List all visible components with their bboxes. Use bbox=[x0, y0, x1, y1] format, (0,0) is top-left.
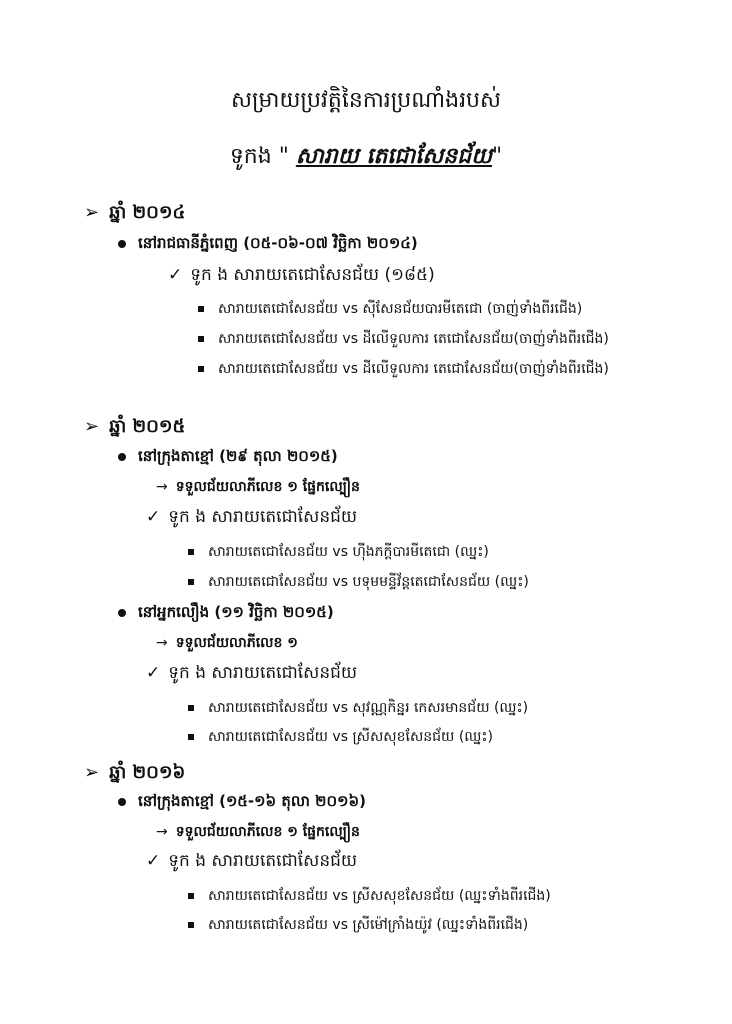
location-label: នៅអ្នកលឿង (១១ វិច្ឆិកា ២០១៥) bbox=[138, 603, 334, 621]
location-line bbox=[118, 603, 334, 625]
boat-name: សារាយ តេជោសែនជ័យ bbox=[295, 143, 493, 169]
team-line bbox=[146, 850, 357, 875]
match-label: សារាយតេជោសែនជ័យ vs ស្រីម៉ៅក្រាំងយ៉ូវ (ឈ្នះទាំងពីរជើង) bbox=[208, 917, 529, 933]
match-label: សារាយតេជោសែនជ័យ vs បទុមមន្ទីវ័ន្តតេជោសែនជ័យ (ឈ្នះ) bbox=[208, 574, 529, 590]
team-label: ទូក ង សារាយតេជោសែនជ័យ bbox=[168, 663, 358, 683]
match-label: សារាយតេជោសែនជ័យ vs ស៊ីសែនជ័យបារមីតេជោ (ចាញ់ទាំងពីរជើង) bbox=[218, 301, 583, 317]
right-arrow-icon: → bbox=[156, 824, 168, 840]
match-item bbox=[198, 329, 609, 350]
year-label: ឆ្នាំ ២០១៤ bbox=[109, 202, 186, 223]
award-label: ទទួលជ័យលាភីលេខ ១ bbox=[175, 635, 298, 651]
arrow-bullet-icon: ➢ bbox=[84, 762, 100, 783]
location-line bbox=[118, 447, 338, 469]
subtitle-suffix: " bbox=[492, 144, 503, 169]
team-label: ទូក ង សារាយតេជោសែនជ័យ bbox=[168, 507, 358, 527]
match-item bbox=[198, 359, 609, 380]
bullet-icon bbox=[118, 609, 126, 617]
award-line bbox=[156, 477, 360, 498]
document-title: សម្រាយប្រវត្តិនៃការប្រណាំងរបស់ bbox=[231, 88, 501, 113]
match-label: សារាយតេជោសែនជ័យ vs ដីលើទួលការ តេជោសែនជ័យ(ចាញ់ទាំងពីរជើង) bbox=[218, 361, 609, 377]
match-label: សារាយតេជោសែនជ័យ vs ស្រីសសុខសែនជ័យ (ឈ្នះទាំងពីរជើង) bbox=[208, 888, 551, 904]
bullet-icon bbox=[118, 453, 126, 461]
checkmark-icon: ✓ bbox=[146, 507, 161, 527]
arrow-bullet-icon: ➢ bbox=[84, 202, 100, 223]
bullet-icon bbox=[118, 798, 126, 806]
team-line bbox=[168, 264, 435, 289]
year-heading-2015 bbox=[84, 414, 185, 441]
right-arrow-icon: → bbox=[156, 479, 168, 495]
bullet-icon bbox=[118, 240, 126, 248]
match-label: សារាយតេជោសែនជ័យ vs ហ៊ីងភក្តីបារមីតេជោ (ឈ្នះ) bbox=[208, 544, 489, 560]
square-bullet-icon bbox=[188, 893, 194, 899]
checkmark-icon: ✓ bbox=[146, 663, 161, 683]
location-line bbox=[118, 234, 418, 256]
team-line bbox=[146, 506, 357, 531]
checkmark-icon: ✓ bbox=[146, 851, 161, 871]
match-label: សារាយតេជោសែនជ័យ vs ស្រីសសុខសែនជ័យ (ឈ្នះ) bbox=[208, 729, 493, 745]
square-bullet-icon bbox=[188, 579, 194, 585]
right-arrow-icon: → bbox=[156, 635, 168, 651]
location-label: នៅក្រុងតាខ្មៅ (២៩ តុលា ២០១៥) bbox=[138, 447, 338, 465]
square-bullet-icon bbox=[198, 336, 204, 342]
square-bullet-icon bbox=[198, 306, 204, 312]
square-bullet-icon bbox=[188, 549, 194, 555]
award-label: ទទួលជ័យលាភីលេខ ១ ផ្នែកល្បឿន bbox=[175, 479, 360, 495]
square-bullet-icon bbox=[188, 734, 194, 740]
team-line bbox=[146, 662, 357, 687]
award-line bbox=[156, 822, 360, 843]
match-item bbox=[188, 886, 551, 907]
square-bullet-icon bbox=[188, 705, 194, 711]
location-label: នៅក្រុងតាខ្មៅ (១៥-១៦ តុលា ២០១៦) bbox=[138, 792, 366, 810]
match-item bbox=[188, 698, 528, 719]
match-label: សារាយតេជោសែនជ័យ vs ដីលើទួលការ តេជោសែនជ័យ(ចាញ់ទាំងពីរជើង) bbox=[218, 331, 609, 347]
square-bullet-icon bbox=[188, 922, 194, 928]
match-item bbox=[188, 915, 528, 936]
checkmark-icon: ✓ bbox=[168, 265, 183, 285]
match-label: សារាយតេជោសែនជ័យ vs សុវណ្ណកិន្នរ កេសរមានជ័យ (ឈ្នះ) bbox=[208, 700, 529, 716]
team-label: ទូក ង សារាយតេជោសែនជ័យ (១៨៥) bbox=[190, 265, 435, 285]
match-item bbox=[188, 727, 493, 748]
award-label: ទទួលជ័យលាភីលេខ ១ ផ្នែកល្បឿន bbox=[175, 824, 360, 840]
match-item bbox=[188, 542, 489, 563]
subtitle-prefix: ទូកង " bbox=[229, 144, 289, 169]
location-line bbox=[118, 792, 366, 814]
match-item bbox=[188, 572, 529, 593]
square-bullet-icon bbox=[198, 366, 204, 372]
arrow-bullet-icon: ➢ bbox=[84, 416, 100, 437]
year-label: ឆ្នាំ ២០១៦ bbox=[109, 762, 186, 783]
team-label: ទូក ង សារាយតេជោសែនជ័យ bbox=[168, 851, 358, 871]
location-label: នៅរាជធានីភ្នំពេញ (០៥-០៦-០៧ វិច្ឆិកា ២០១៤) bbox=[138, 234, 418, 252]
year-heading-2014 bbox=[84, 200, 185, 227]
match-item bbox=[198, 299, 582, 320]
year-heading-2016 bbox=[84, 760, 185, 787]
award-line bbox=[156, 633, 298, 654]
document-subtitle bbox=[0, 142, 732, 174]
year-label: ឆ្នាំ ២០១៥ bbox=[109, 416, 186, 437]
